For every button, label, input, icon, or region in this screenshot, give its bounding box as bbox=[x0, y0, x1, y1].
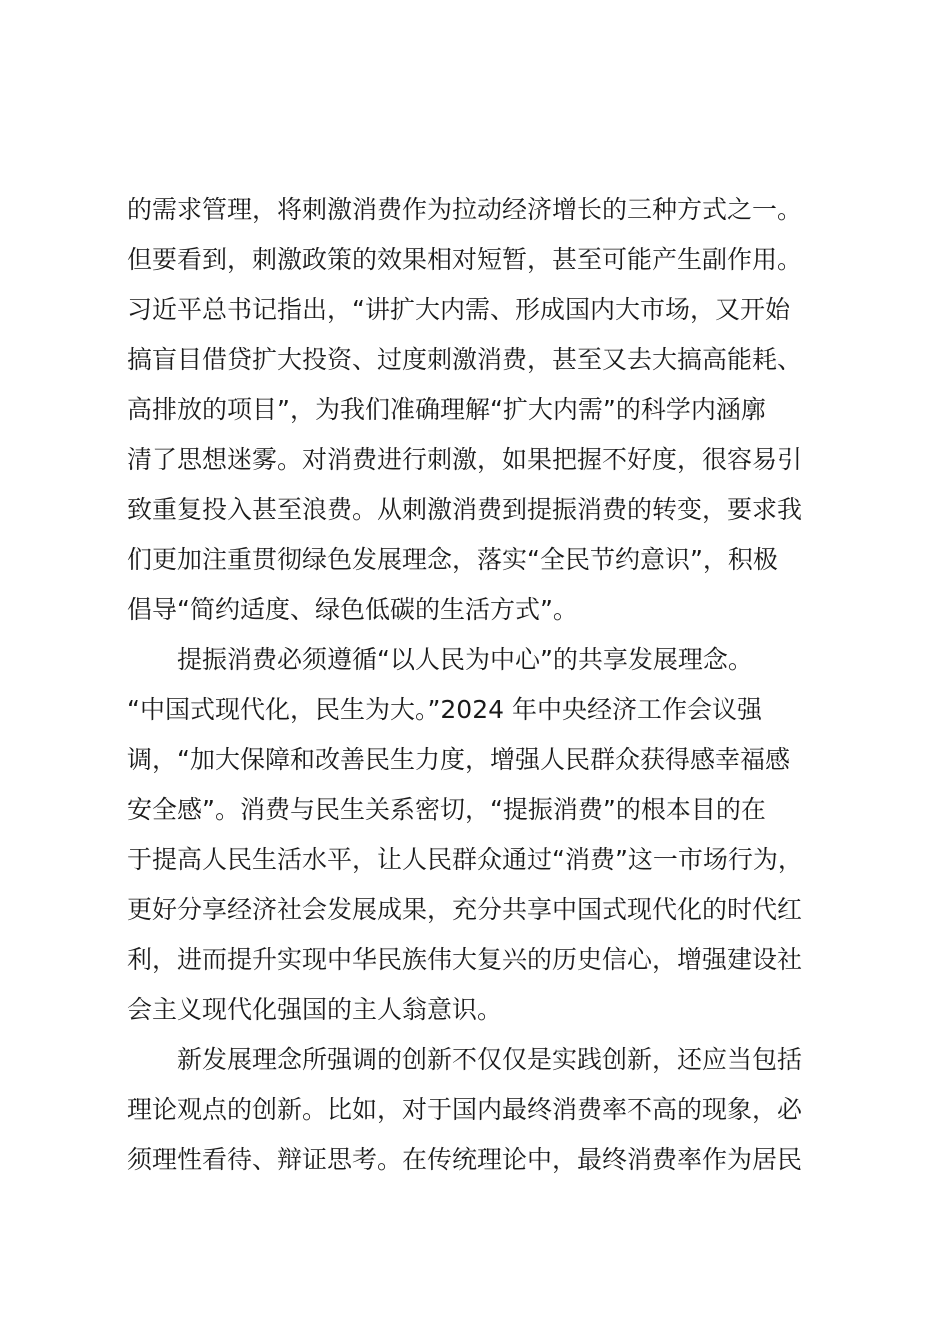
text-line: 理论观点的创新。比如，对于国内最终消费率不高的现象，必 bbox=[127, 1095, 803, 1124]
text-line: 清了思想迷雾。对消费进行刺激，如果把握不好度，很容易引 bbox=[127, 445, 803, 474]
text-line: 高排放的项目”，为我们准确理解“扩大内需”的科学内涵廓 bbox=[127, 395, 766, 424]
text-line: “中国式现代化，民生为大。”2024 年中央经济工作会议强 bbox=[127, 695, 762, 724]
text-line: 倡导“简约适度、绿色低碳的生活方式”。 bbox=[127, 595, 578, 624]
paragraph-start-line: 提振消费必须遵循“以人民为中心”的共享发展理念。 bbox=[177, 645, 753, 674]
text-line: 的需求管理，将刺激消费作为拉动经济增长的三种方式之一。 bbox=[127, 195, 803, 224]
text-line: 须理性看待、辩证思考。在传统理论中，最终消费率作为居民 bbox=[127, 1145, 803, 1174]
text-line: 们更加注重贯彻绿色发展理念，落实“全民节约意识”，积极 bbox=[127, 545, 778, 574]
text-line: 致重复投入甚至浪费。从刺激消费到提振消费的转变，要求我 bbox=[127, 495, 803, 524]
paragraph-start-line: 新发展理念所强调的创新不仅仅是实践创新，还应当包括 bbox=[177, 1045, 803, 1074]
text-line: 于提高人民生活水平，让人民群众通过“消费”这一市场行为， bbox=[127, 845, 803, 874]
text-line: 利，进而提升实现中华民族伟大复兴的历史信心，增强建设社 bbox=[127, 945, 803, 974]
text-line: 会主义现代化强国的主人翁意识。 bbox=[127, 995, 503, 1024]
body-text bbox=[127, 185, 837, 1185]
text-line: 习近平总书记指出，“讲扩大内需、形成国内大市场，又开始 bbox=[127, 295, 790, 324]
text-line: 但要看到，刺激政策的效果相对短暂，甚至可能产生副作用。 bbox=[127, 245, 803, 274]
text-line: 安全感”。消费与民生关系密切，“提振消费”的根本目的在 bbox=[127, 795, 766, 824]
text-line: 调，“加大保障和改善民生力度，增强人民群众获得感幸福感 bbox=[127, 745, 790, 774]
text-line: 搞盲目借贷扩大投资、过度刺激消费，甚至又去大搞高能耗、 bbox=[127, 345, 803, 374]
text-line: 更好分享经济社会发展成果，充分共享中国式现代化的时代红 bbox=[127, 895, 803, 924]
